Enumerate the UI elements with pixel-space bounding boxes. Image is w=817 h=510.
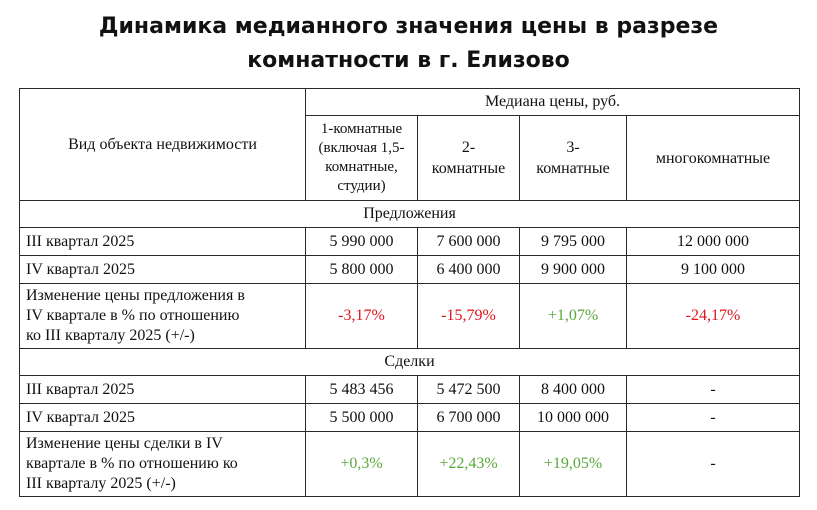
change-value-positive: +19,05%: [520, 432, 627, 497]
section-label: Сделки: [20, 349, 800, 376]
section-label: Предложения: [20, 201, 800, 228]
row-label: III квартал 2025: [20, 376, 306, 404]
row-label: III квартал 2025: [20, 228, 306, 256]
row-label: IV квартал 2025: [20, 256, 306, 284]
table-cell: 5 500 000: [306, 404, 418, 432]
table-cell: 9 900 000: [520, 256, 627, 284]
change-value-empty: -: [627, 432, 800, 497]
title-line-1: Динамика медианного значения цены в разрезе: [98, 14, 719, 39]
column-header-line: (включая 1,5-: [318, 140, 405, 156]
change-value-positive: +1,07%: [520, 284, 627, 349]
column-header-line: 3-: [566, 139, 580, 156]
column-header-line: 2-: [461, 139, 476, 156]
table-cell: 5 483 456: [306, 376, 418, 404]
table-cell: 5 990 000: [306, 228, 418, 256]
change-label-line: Изменение цены сделки в IV: [26, 435, 223, 452]
table-cell: 6 700 000: [418, 404, 520, 432]
row-label: IV квартал 2025: [20, 404, 306, 432]
change-label-line: квартале в % по отношению ко: [26, 455, 238, 472]
change-label-line: Изменение цены предложения в: [26, 287, 245, 304]
title-line-2: комнатности в г. Елизово: [247, 48, 570, 73]
change-label-line: III кварталу 2025 (+/-): [26, 475, 176, 492]
table-cell: 5 472 500: [418, 376, 520, 404]
table-cell: 10 000 000: [520, 404, 627, 432]
table-cell: 6 400 000: [418, 256, 520, 284]
change-label: [20, 284, 306, 349]
table-cell: 5 800 000: [306, 256, 418, 284]
median-price-table: [19, 88, 800, 497]
column-header-line: 1-комнатные: [320, 121, 403, 137]
column-header-line: комнатные: [431, 160, 506, 177]
table-cell: 9 100 000: [627, 256, 800, 284]
change-value-negative: -15,79%: [418, 284, 520, 349]
table-cell: -: [627, 404, 800, 432]
table-cell: 12 000 000: [627, 228, 800, 256]
column-header-line: комнатные,: [325, 159, 398, 175]
object-type-header: Вид объекта недвижимости: [20, 89, 306, 201]
column-header-line: многокомнатные: [655, 149, 771, 167]
page-title: [0, 10, 817, 78]
change-label: [20, 432, 306, 497]
change-row-deals: [20, 432, 800, 497]
table-row: [20, 256, 800, 284]
table-cell: 8 400 000: [520, 376, 627, 404]
column-header-2-room: [418, 116, 520, 201]
change-value-positive: +22,43%: [418, 432, 520, 497]
median-price-header: Медиана цены, руб.: [306, 89, 800, 116]
change-value-negative: -3,17%: [306, 284, 418, 349]
column-header-multi-room: [627, 116, 800, 201]
change-label-line: IV квартале в % по отношению: [26, 307, 240, 324]
table-header-row: [20, 89, 800, 116]
table-cell: 7 600 000: [418, 228, 520, 256]
section-row-offers: [20, 201, 800, 228]
table-cell: -: [627, 376, 800, 404]
change-value-positive: +0,3%: [306, 432, 418, 497]
table-row: [20, 228, 800, 256]
column-header-line: студии): [337, 178, 386, 194]
column-header-3-room: [520, 116, 627, 201]
column-header-1-room: [306, 116, 418, 201]
change-row-offers: [20, 284, 800, 349]
change-label-line: ко III кварталу 2025 (+/-): [26, 327, 195, 344]
change-value-negative: -24,17%: [627, 284, 800, 349]
table-cell: 9 795 000: [520, 228, 627, 256]
table-row: [20, 404, 800, 432]
column-header-line: комнатные: [536, 160, 610, 177]
table-row: [20, 376, 800, 404]
section-row-deals: [20, 349, 800, 376]
